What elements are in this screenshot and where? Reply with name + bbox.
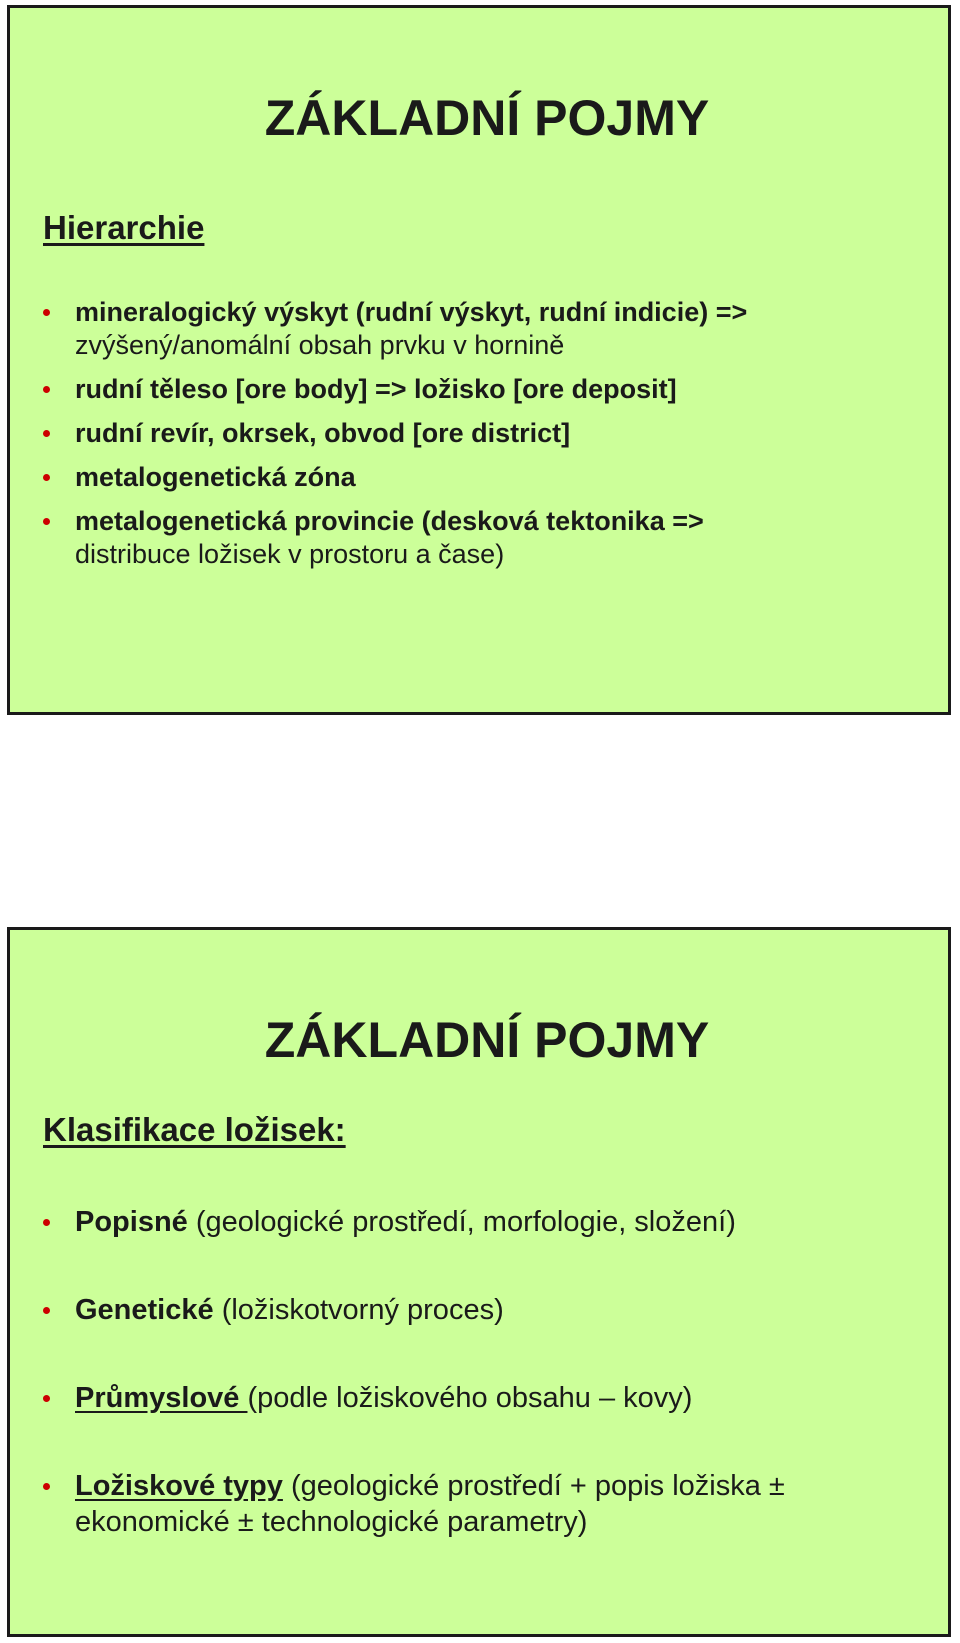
section-heading-hierarchie: Hierarchie (43, 209, 205, 246)
term-loziskove-typy: Ložiskové typy (75, 1470, 283, 1502)
list-item (43, 1468, 908, 1540)
slide-title: ZÁKLADNÍ POJMY (264, 1012, 710, 1068)
list-item (43, 1380, 908, 1416)
bullet-dot-icon (43, 1395, 50, 1402)
term-description: (geologické prostředí + popis ložiska ± (282, 1470, 785, 1502)
bullet-dot-icon (43, 1219, 50, 1226)
bullet-dot-icon (43, 309, 50, 316)
term-prumyslove: Průmyslové (75, 1382, 248, 1414)
bullet-dot-icon (43, 386, 50, 393)
bullet-dot-icon (43, 518, 50, 525)
bullet-dot-icon (43, 430, 50, 437)
term-description-continued: ekonomické ± technologické parametry) (75, 1506, 588, 1538)
slide-title: ZÁKLADNÍ POJMY (264, 90, 710, 146)
list-item: rudní revír, okrsek, obvod [ore district] (43, 417, 908, 450)
term-description: (ložiskotvorný proces) (213, 1294, 504, 1326)
list-item (43, 1292, 908, 1328)
bullet-dot-icon (43, 1483, 50, 1490)
list-item: rudní těleso [ore body] => ložisko [ore deposit] (43, 373, 908, 406)
list-item (43, 1204, 908, 1240)
hierarchy-list (43, 296, 908, 582)
term-description: (podle ložiskového obsahu – kovy) (247, 1382, 693, 1414)
list-item: metalogenetická provincie (desková tektonika => distribuce ložisek v prostoru a čase) (43, 505, 908, 571)
term-geneticke: Genetické (75, 1294, 214, 1326)
bullet-dot-icon (43, 474, 50, 481)
term-popisne: Popisné (75, 1206, 188, 1238)
term-description: (geologické prostředí, morfologie, složení) (187, 1206, 736, 1238)
bullet-dot-icon (43, 1307, 50, 1314)
classification-list (43, 1204, 908, 1592)
slide-klasifikace (7, 927, 951, 1637)
section-heading-klasifikace: Klasifikace ložisek: (43, 1111, 346, 1148)
slide-hierarchie (7, 5, 951, 715)
list-item: mineralogický výskyt (rudní výskyt, rudní indicie) => zvýšený/anomální obsah prvku v hornině (43, 296, 908, 362)
list-item: metalogenetická zóna (43, 461, 908, 494)
